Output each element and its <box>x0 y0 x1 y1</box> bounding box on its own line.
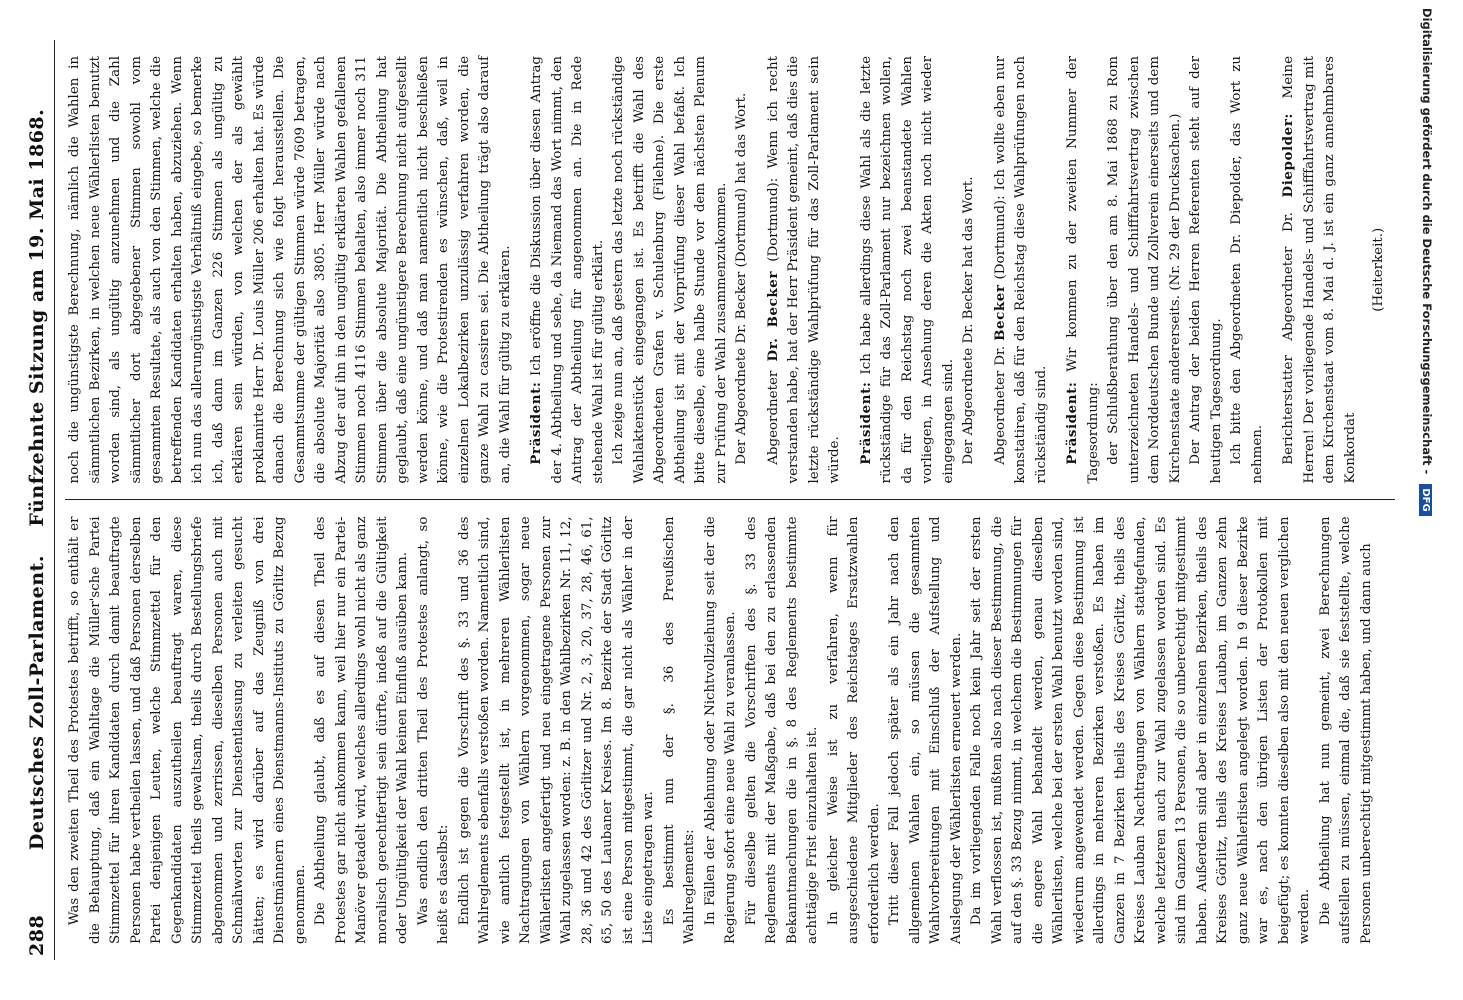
speaker-prefix: Berichterstatter Abgeordneter Dr. <box>1281 212 1296 465</box>
speaker-label: Dr. Becker <box>764 270 781 362</box>
speech-president <box>526 56 609 484</box>
speech-president <box>1062 56 1104 484</box>
paragraph: Was endlich den dritten Theil des Protestes anlangt, so heißt es daselbst: <box>415 516 451 944</box>
credit-text: Digitalisierung gefördert durch die Deutsche Forschungsgemeinschaft - <box>1420 8 1434 475</box>
page-number: 288 <box>26 914 48 956</box>
paragraph: Was den zweiten Theil des Protestes betrifft, so enthält er die Behauptung, daß ein Wahltage die Müller'sche Partei Stimmzettel für ihren Kandidaten durch damit beauftragte Personen habe vertheilen lassen, und daß Personen derselben Partei denjenigen Leuten, welche Stimmzettel für den Gegenkandidaten auszutheilen beauftragt waren, diese Stimmzettel theils gewaltsam, theils durch Bestellungsbriefe abgenommen und zerrissen, dieselben Personen auch mit Schmähworten zur Dienstentlassung zu verleiten gesucht hätten; es wird darüber auf das Zeugniß von drei Dienstmännern eines Dienstmanns-Instituts zu Görlitz Bezug genommen. <box>67 516 308 944</box>
paragraph: Der Antrag der beiden Herren Referenten steht auf der heutigen Tagesordnung. <box>1188 56 1224 484</box>
paragraph: Da im vorliegenden Falle noch kein Jahr seit der ersten Wahl verflossen ist, mußten also nach dieser Bestimmung, die auf den §. 33 Bezug nimmt, in welchem die Bestimmungen für die engere Wahl behandelt werden, genau dieselben Wählerlisten, welche bei der ersten Wahl benutzt worden sind, wiederum angewendet werden. Gegen diese Bestimmung ist allerdings in mehreren Bezirken verstoßen. Es haben im Ganzen in 7 Bezirken theils des Kreises Görlitz, theils des Kreises Lauban Nachtragungen von Wählern stattgefunden, welche letzteren auch zur Wahl zugelassen worden sind. Es sind im Ganzen 13 Personen, die so unberechtigt mitgestimmt haben. Außerdem sind aber in einzelnen Bezirken, theils des Kreises Görlitz, theils des Kreises Lauban, im Ganzen zehn ganz neue Wählerlisten angelegt worden. In 9 dieser Bezirke war es, nach den übrigen Listen der Protokollen mit beigefügt; es konnten dieselben also mit den neuen verglichen werden. <box>969 516 1312 944</box>
speech-becker <box>763 56 846 484</box>
paragraph: Ich zeige nun an, daß gestern das letzte noch rückständige Wahlaktenstück eingegangen ist. Es betrifft die Wahl des Abgeordneten Grafen v. Schulenburg (Filehne). Die erste Abtheilung ist mit der Vorprüfung dieser Wahl befaßt. Ich bitte dieselbe, eine halbe Stunde vor dem nächsten Plenum zur Prüfung der Wahl zusammenzukommen. <box>611 56 729 484</box>
speech-text: Meine Herren! Der vorliegende Handels- und Schifffahrtsvertrag mit dem Kirchenstaat vom 8. Mai d. J. ist ein ganz annehmbares Konkordat <box>1281 56 1358 484</box>
text-columns <box>65 40 1395 960</box>
dfg-logo: DFG <box>1419 484 1432 515</box>
speaker-label: Präsident: <box>857 381 874 465</box>
speaker-label: Diepolder: <box>1280 113 1296 198</box>
paragraph: Es bestimmt nun der §. 36 des Preußischen Wahlreglements: <box>661 516 697 944</box>
paragraph: Die Abtheilung hat nun gemeint, zwei Berechnungen aufstellen zu müssen, einmal die, daß sie feststellte, welche Personen unberechtigt mitgestimmt haben, und dann auch <box>1317 516 1374 944</box>
speech-becker <box>990 56 1053 484</box>
stage-direction: (Heiterkeit.) <box>1371 227 1386 312</box>
digitization-credit <box>1412 8 1442 968</box>
speaker-prefix: Abgeordneter <box>765 370 781 465</box>
agenda-item: der Schlußberathung über den am 8. Mai 1868 zu Rom unterzeichneten Handels- und Schifffahrtsvertrag zwischen dem Norddeutschen Bunde und Zollverein einerseits und dem Kirchenstaate andererseits. (Nr. 29 der Drucksachen.) <box>1106 56 1183 484</box>
paragraph: Der Abgeordnete Dr. Becker (Dortmund) hat das Wort. <box>734 92 749 465</box>
paragraph: Ich bitte den Abgeordneten Dr. Diepolder, das Wort zu nehmen. <box>1229 56 1265 484</box>
speech-text: Wir kommen zu der zweiten Nummer der Tagesordnung: <box>1065 55 1101 484</box>
right-column <box>65 40 1395 500</box>
speaker-prefix: Abgeordneter Dr. <box>992 345 1008 465</box>
quoted-paragraph: Tritt dieser Fall jedoch später als ein Jahr nach den allgemeinen Wahlen ein, so müssen die gesammten Wahlvorbereitungen mit Einschluß der Aufstellung und Auslegung der Wählerlisten erneuert werden. <box>887 516 964 944</box>
speech-text: Ich eröffne die Diskussion über diesen Antrag der 4. Abtheilung und sehe, da Niemand das Wort nimmt, den Antrag der Abtheilung für angenommen an. Die in Rede stehende Wahl ist für gültig erklärt. <box>529 56 606 484</box>
speech-president <box>856 56 960 484</box>
quoted-paragraph: In Fällen der Ablehnung oder Nichtvollziehung seit der die Regierung sofort eine neue Wahl zu veranlassen. <box>702 516 738 944</box>
paragraph: Der Abgeordnete Dr. Becker hat das Wort. <box>961 176 976 465</box>
quoted-paragraph: Für dieselbe gelten die Vorschriften des §. 33 des Reglements mit der Maßgabe, daß bei den zu erlassenden Bekanntmachungen die in §. 8 des Reglements bestimmte achttägige Frist einzuhalten ist. <box>743 516 820 944</box>
speaker-label: Präsident: <box>1064 381 1080 465</box>
speaker-label: Präsident: <box>528 381 544 465</box>
speech-text: (Dortmund): Ich wollte eben nur konstatiren, daß für den Reichstag diese Wahlprüfungen noch rückständig sind. <box>992 56 1049 484</box>
page-header <box>22 40 55 960</box>
publication-title: Deutsches Zoll-Parlament. <box>26 555 48 851</box>
paragraph: Die Abtheilung glaubt, daß es auf diesen Theil des Protestes gar nicht ankommen kann, weil hier nur ein Partei-Manöver getadelt wird, welches allerdings wohl nicht als ganz moralisch gerechtfertigt sein dürfte, indeß auf die Gültigkeit oder Ungültigkeit der Wahl keinen Einfluß ausüben kann. <box>313 516 410 944</box>
speech-text: Ich habe allerdings diese Wahl als die letzte rückständige für das Zoll-Parlament nur bezeichnen wollen, da für den Reichstag noch zwei beanstandete Wahlen vorliegen, in Ansehung deren die Akten noch nicht wieder eingegangen sind. <box>858 56 956 484</box>
speech-referent <box>1278 56 1361 484</box>
quoted-paragraph: Endlich ist gegen die Vorschrift des §. 33 und 36 des Wahlreglements ebenfalls verstoßen worden. Namentlich sind, wie amtlich festgestellt ist, in mehreren Wählerlisten Nachtragungen von Wählern vorgenommen, sogar neue Wählerlisten angefertigt und neu eingetragene Personen zur Wahl zugelassen worden: z. B. in den Wahlbezirken Nr. 11, 12, 28, 36 und 42 des Görlitzer und Nr. 2, 3, 20, 37, 28, 46, 61, 65, 50 des Laubaner Kreises. Im 8. Bezirke der Stadt Görlitz ist eine Person mitgestimmt, die gar nicht als Wähler in der Liste eingetragen war. <box>456 516 656 944</box>
speaker-label: Becker <box>991 284 1008 341</box>
quoted-paragraph: In gleicher Weise ist zu verfahren, wenn für ausgeschiedene Mitglieder des Reichstages Ersatzwahlen erforderlich werden. <box>825 516 882 944</box>
left-column <box>65 501 1395 961</box>
running-title <box>26 44 48 915</box>
session-title: Fünfzehnte Sitzung am 19. Mai 1868. <box>26 108 48 527</box>
speech-text: (Dortmund): Wenn ich recht verstanden habe, hat der Herr Präsident gemeint, daß dies die letzte rückständige Wahlprüfung für das Zoll-Parlament sein würde. <box>765 56 842 484</box>
column-divider <box>65 500 1395 501</box>
paragraph: noch die ungünstigste Berechnung, nämlich die Wahlen in sämmtlichen Bezirken, in welchen neue Wählerlisten benutzt worden sind, als ungültig anzunehmen und die Zahl sämmtlicher dort abgegebener Stimmen sowohl vom gesammten Resultate, als auch von den Stimmen, welche die betreffenden Kandidaten erhalten haben, abzuziehen. Wenn ich nun das allerungünstigste Verhältniß eingebe, so bemerke ich, daß dann im Ganzen 226 Stimmen als ungültig zu erklären sein würden, von welchen der als gewählt proklamirte Herr Dr. Louis Müller 206 erhalten hat. Es würde danach die Berechnung sich wie folgt herausstellen. Die Gesammtsumme der gültigen Stimmen würde 7609 betragen, die absolute Majorität also 3805. Herr Müller würde nach Abzug der auf ihn in den ungültig erklärten Wahlen gefallenen Stimmen noch 4116 Stimmen behalten, also immer noch 311 Stimmen über die absolute Majorität. Die Abtheilung hat geglaubt, daß eine ungünstigere Berechnung nicht aufgestellt werden könne, und daß man namentlich nicht beschließen könne, wie die Protestirenden es wünschen, daß, weil in einzelnen Lokalbezirken unzulässig verfahren worden, die ganze Wahl zu cassiren sei. Die Abtheilung trägt also darauf an, die Wahl für gültig zu erklären. <box>67 56 513 484</box>
